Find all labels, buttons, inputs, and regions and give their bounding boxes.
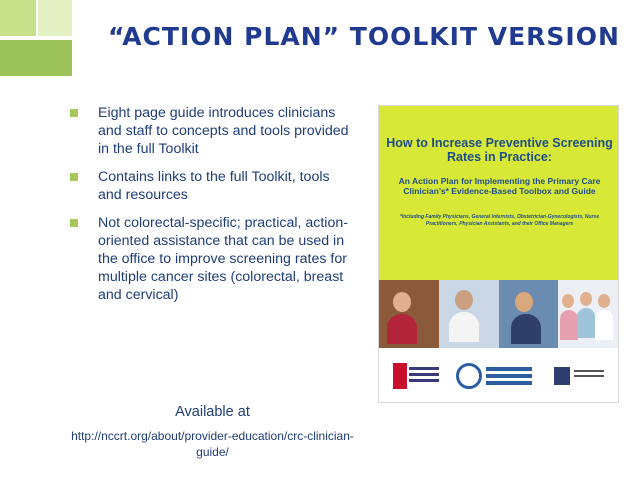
photo-clinical-staff-group <box>558 280 618 348</box>
bullet-text: Not colorectal-specific; practical, action-oriented assistance that can be used in the office to improve screening rates for multiple cancer sites (colorectal, breast and cervical) <box>98 215 348 303</box>
bullet-item <box>70 104 350 158</box>
cover-subtitle: An Action Plan for Implementing the Primary Care Clinician’s* Evidence-Based Toolbox and Guide <box>398 176 601 196</box>
bullet-item <box>70 214 350 304</box>
bullet-marker <box>70 173 78 181</box>
guide-link[interactable]: http://nccrt.org/about/provider-education/crc-clinician-guide/ <box>71 429 354 459</box>
bullet-marker <box>70 219 78 227</box>
thomas-jefferson-university-logo <box>554 365 604 387</box>
bullet-text: Eight page guide introduces clinicians and staff to concepts and tools provided in the full Toolkit <box>98 105 349 157</box>
cover-logos <box>379 348 618 403</box>
available-at-label: Available at <box>175 404 250 420</box>
colorectal-cancer-roundtable-logo <box>456 361 534 391</box>
photo-woman-with-flowers <box>379 280 439 348</box>
bullet-list <box>70 104 350 314</box>
cover-title: How to Increase Preventive Screening Rates in Practice: <box>386 136 613 164</box>
bullet-text: Contains links to the full Toolkit, tools and resources <box>98 169 330 203</box>
cover-header <box>379 106 618 280</box>
guide-cover-image <box>378 105 619 403</box>
decorative-square <box>38 0 72 36</box>
decorative-square <box>0 0 36 36</box>
photo-runner <box>499 280 559 348</box>
bullet-item <box>70 168 350 204</box>
photo-physician <box>439 280 499 348</box>
slide-title: “ACTION PLAN” TOOLKIT VERSION <box>108 22 620 51</box>
cover-photo-strip <box>379 280 618 348</box>
cover-note: *Including Family Physicians, General Internists, Obstetrician-Gynecologists, Nurse Practitioners, Physician Assistants, and their Office Managers <box>399 214 600 227</box>
bullet-marker <box>70 109 78 117</box>
decorative-square <box>0 40 72 76</box>
american-cancer-society-logo <box>393 363 437 389</box>
